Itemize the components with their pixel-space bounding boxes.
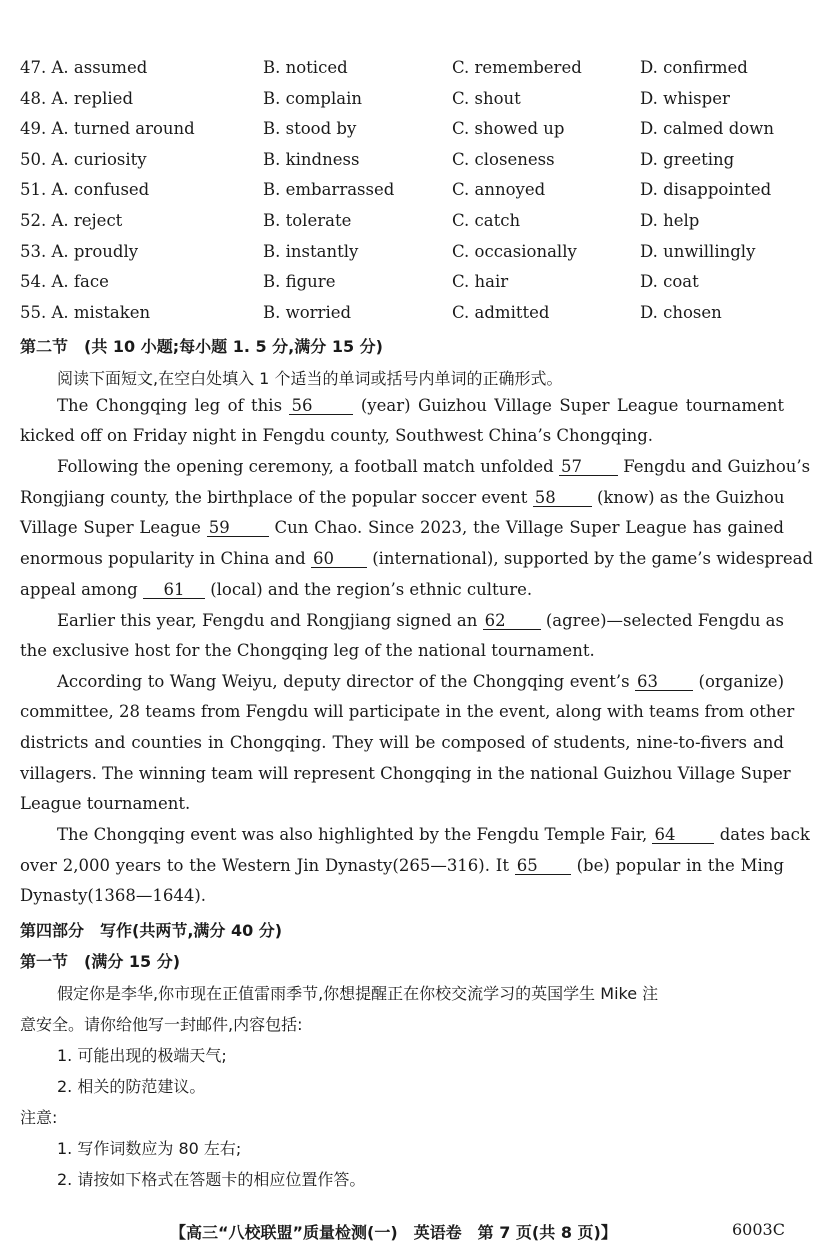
note-item: 2. 请按如下格式在答题卡的相应位置作答。: [57, 1170, 366, 1189]
section2-heading: 第二节 (共 10 小题;每小题 1. 5 分,满分 15 分): [20, 337, 383, 356]
passage-line: over 2,000 years to the Western Jin Dynasty(265—316). It 65 (be) popular in the Ming: [20, 856, 784, 875]
option-b: B. embarrassed: [263, 180, 395, 199]
note-label: 注意:: [20, 1108, 58, 1127]
passage-line: Following the opening ceremony, a football match unfolded 57 Fengdu and Guizhou’s: [57, 457, 811, 476]
passage-line: The Chongqing leg of this 56 (year) Guizhou Village Super League tournament: [57, 396, 784, 415]
section2-instruction: 阅读下面短文,在空白处填入 1 个适当的单词或括号内单词的正确形式。: [57, 369, 563, 388]
passage-line: Earlier this year, Fengdu and Rongjiang signed an 62 (agree)—selected Fengdu as: [57, 611, 784, 630]
option-b: B. worried: [263, 303, 352, 322]
page-footer: 【高三“八校联盟”质量检测(一) 英语卷 第 7 页(共 8 页)】: [170, 1223, 617, 1242]
prompt-item: 1. 可能出现的极端天气;: [57, 1046, 227, 1065]
option-a: 48. A. replied: [20, 89, 134, 108]
option-c: C. admitted: [452, 303, 550, 322]
passage-line: enormous popularity in China and 60 (international), supported by the game’s widespread: [20, 549, 813, 568]
option-a: 51. A. confused: [20, 180, 150, 199]
option-b: B. stood by: [263, 119, 357, 138]
note-item: 1. 写作词数应为 80 左右;: [57, 1139, 242, 1158]
blank-61[interactable]: 61: [143, 581, 205, 599]
blank-60[interactable]: 60: [311, 550, 367, 568]
option-a: 50. A. curiosity: [20, 150, 147, 169]
paper-code: 6003C: [732, 1220, 785, 1239]
option-a: 49. A. turned around: [20, 119, 195, 138]
blank-62[interactable]: 62: [483, 612, 541, 630]
blank-58[interactable]: 58: [533, 489, 592, 507]
passage-line: the exclusive host for the Chongqing leg of the national tournament.: [20, 641, 595, 660]
option-b: B. figure: [263, 272, 336, 291]
option-row-51: [20, 180, 790, 208]
passage-line: League tournament.: [20, 794, 191, 813]
option-a: 53. A. proudly: [20, 242, 139, 261]
option-c: C. remembered: [452, 58, 582, 77]
option-d: D. chosen: [640, 303, 722, 322]
option-d: D. help: [640, 211, 700, 230]
part4-subheading: 第一节 (满分 15 分): [20, 952, 181, 971]
option-b: B. tolerate: [263, 211, 352, 230]
option-a: 47. A. assumed: [20, 58, 148, 77]
option-row-47: [20, 58, 790, 86]
blank-64[interactable]: 64: [652, 826, 714, 844]
passage-line: kicked off on Friday night in Fengdu county, Southwest China’s Chongqing.: [20, 426, 654, 445]
option-d: D. coat: [640, 272, 699, 291]
passage-line: According to Wang Weiyu, deputy director of the Chongqing event’s 63 (organize): [57, 672, 785, 691]
option-d: D. whisper: [640, 89, 730, 108]
option-c: C. shout: [452, 89, 521, 108]
option-row-49: [20, 119, 790, 147]
option-b: B. kindness: [263, 150, 360, 169]
part4-heading: 第四部分 写作(共两节,满分 40 分): [20, 921, 283, 940]
blank-57[interactable]: 57: [559, 458, 618, 476]
blank-63[interactable]: 63: [635, 673, 693, 691]
option-d: D. confirmed: [640, 58, 748, 77]
option-row-50: [20, 150, 790, 178]
option-row-52: [20, 211, 790, 239]
option-d: D. unwillingly: [640, 242, 756, 261]
passage-line: committee, 28 teams from Fengdu will participate in the event, along with teams from other: [20, 702, 795, 721]
writing-prompt: 意安全。请你给他写一封邮件,内容包括:: [20, 1015, 303, 1034]
option-c: C. catch: [452, 211, 521, 230]
option-c: C. hair: [452, 272, 509, 291]
passage-line: villagers. The winning team will represent Chongqing in the national Guizhou Village Super: [20, 764, 791, 783]
passage-line: Dynasty(1368—1644).: [20, 886, 207, 905]
option-c: C. closeness: [452, 150, 555, 169]
option-row-54: [20, 272, 790, 300]
option-row-55: [20, 303, 790, 331]
option-d: D. disappointed: [640, 180, 772, 199]
option-c: C. showed up: [452, 119, 565, 138]
option-c: C. annoyed: [452, 180, 546, 199]
prompt-item: 2. 相关的防范建议。: [57, 1077, 206, 1096]
blank-65[interactable]: 65: [515, 857, 571, 875]
writing-prompt: 假定你是李华,你市现在正值雷雨季节,你想提醒正在你校交流学习的英国学生 Mike 注: [57, 984, 659, 1003]
option-c: C. occasionally: [452, 242, 577, 261]
option-b: B. noticed: [263, 58, 348, 77]
option-row-48: [20, 89, 790, 117]
option-a: 52. A. reject: [20, 211, 123, 230]
passage-line: Village Super League 59 Cun Chao. Since 2023, the Village Super League has gained: [20, 518, 784, 537]
option-b: B. instantly: [263, 242, 359, 261]
blank-56[interactable]: 56: [289, 397, 353, 415]
blank-59[interactable]: 59: [207, 519, 269, 537]
option-d: D. calmed down: [640, 119, 774, 138]
passage-line: The Chongqing event was also highlighted by the Fengdu Temple Fair, 64 dates back: [57, 825, 810, 844]
option-a: 54. A. face: [20, 272, 109, 291]
option-b: B. complain: [263, 89, 363, 108]
option-d: D. greeting: [640, 150, 735, 169]
passage-line: Rongjiang county, the birthplace of the popular soccer event 58 (know) as the Guizhou: [20, 488, 785, 507]
option-row-53: [20, 242, 790, 270]
passage-line: districts and counties in Chongqing. They will be composed of students, nine-to-fivers and: [20, 733, 784, 752]
option-a: 55. A. mistaken: [20, 303, 151, 322]
passage-line: appeal among 61 (local) and the region’s ethnic culture.: [20, 580, 533, 599]
